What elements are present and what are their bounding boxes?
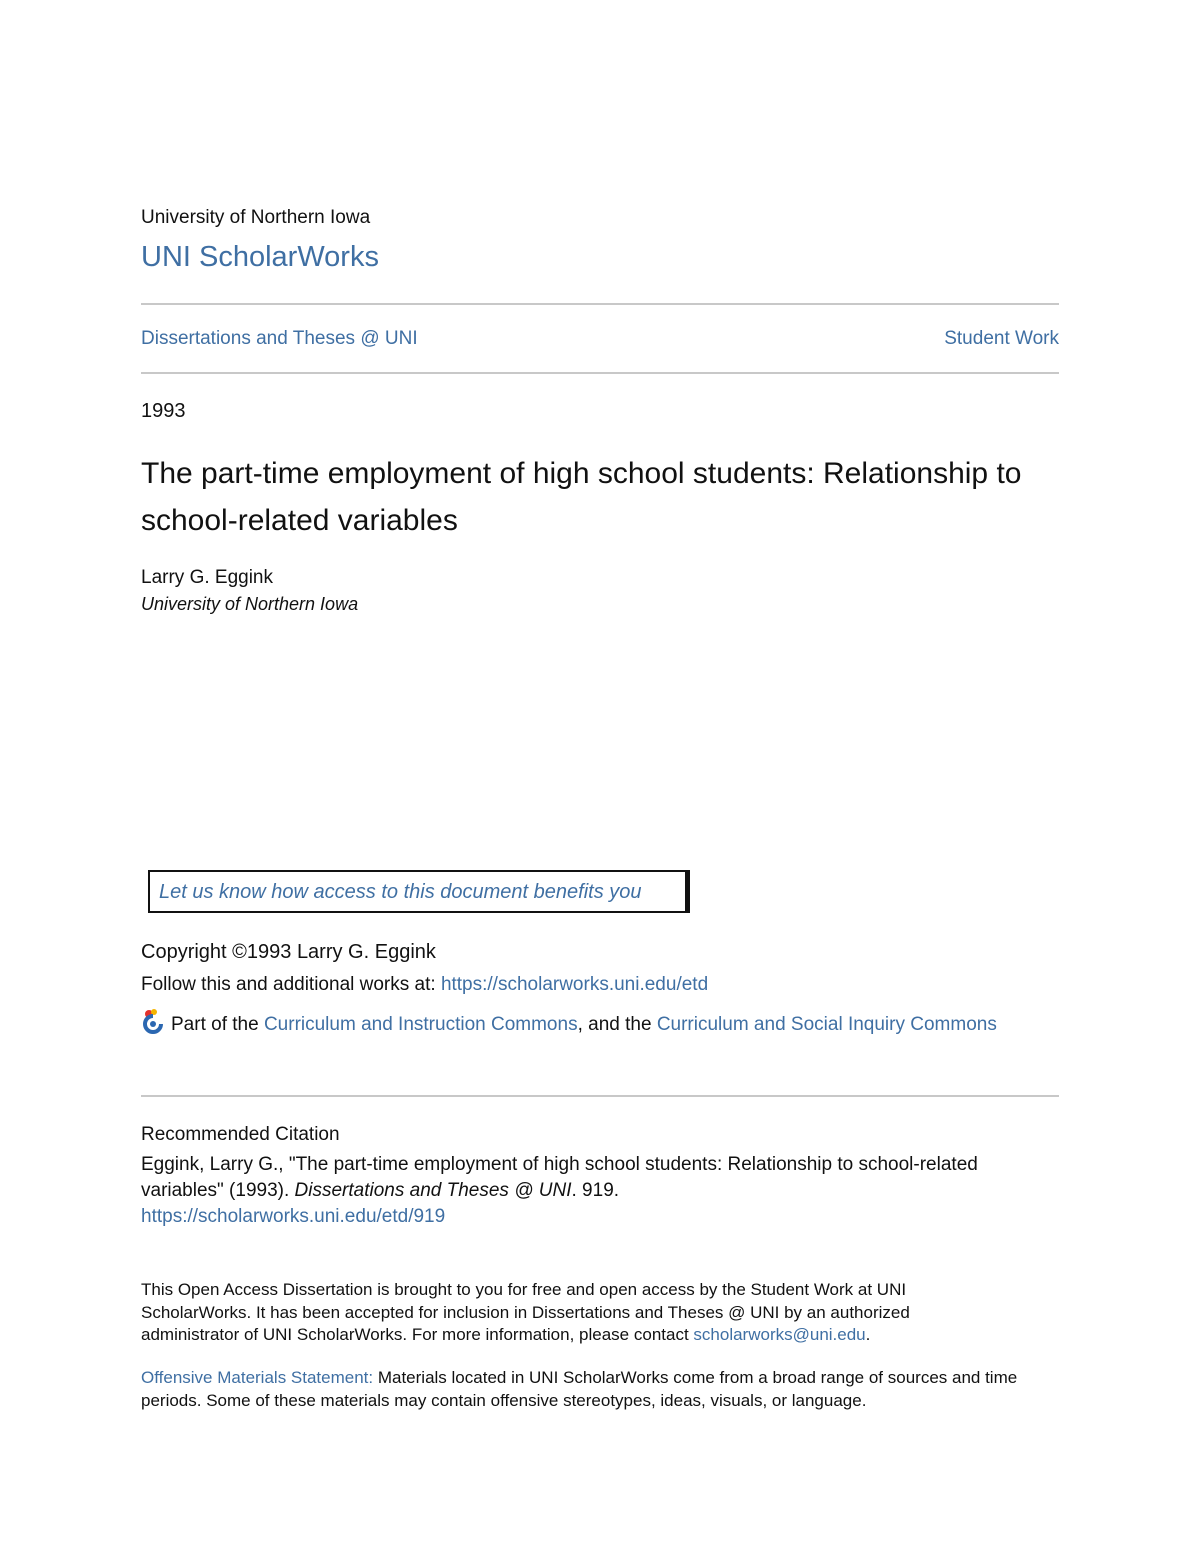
network-commons-icon	[141, 1008, 167, 1036]
notice-text: This Open Access Dissertation is brought to you for free and open access by the Student Work at UNI ScholarWorks. It has been accepted for inclusion in Dissertations and Theses @ UNI by an authorized administrator of UNI ScholarWorks. For more information, please contact	[141, 1280, 910, 1344]
citation-text: Eggink, Larry G., "The part-time employment of high school students: Relationship to school-related variables" (1993).	[141, 1154, 978, 1201]
divider	[141, 303, 1059, 305]
and-the-text: , and the	[577, 1014, 657, 1035]
repository-link[interactable]: UNI ScholarWorks	[141, 241, 379, 273]
statement-link[interactable]: Offensive Materials Statement:	[141, 1368, 374, 1387]
student-work-link[interactable]: Student Work	[944, 328, 1059, 349]
commons-line	[141, 1008, 997, 1036]
citation-body	[141, 1152, 1041, 1230]
divider	[141, 1095, 1059, 1097]
offensive-materials-statement	[141, 1367, 1041, 1412]
feedback-box[interactable]	[148, 870, 690, 913]
document-title: The part-time employment of high school students: Relationship to school-related variables	[141, 457, 1022, 537]
divider	[141, 372, 1059, 374]
citation-heading: Recommended Citation	[141, 1124, 340, 1145]
follow-prefix: Follow this and additional works at:	[141, 974, 441, 995]
part-of-prefix: Part of the	[171, 1014, 264, 1035]
institution-name: University of Northern Iowa	[141, 207, 371, 228]
citation-url-link[interactable]: https://scholarworks.uni.edu/etd/919	[141, 1206, 446, 1227]
series-link[interactable]: Dissertations and Theses @ UNI	[141, 328, 418, 349]
feedback-link[interactable]: Let us know how access to this document benefits you	[159, 881, 642, 903]
statement-text: Materials located in UNI ScholarWorks come from a broad range of sources and time periods. Some of these materials may contain offensive stereotypes, ideas, visuals, or language.	[141, 1368, 1018, 1410]
citation-series: Dissertations and Theses @ UNI	[294, 1180, 572, 1201]
collection-url-link[interactable]: https://scholarworks.uni.edu/etd	[440, 974, 709, 995]
author-affiliation: University of Northern Iowa	[141, 594, 359, 614]
commons-link-social-inquiry[interactable]: Curriculum and Social Inquiry Commons	[656, 1014, 997, 1035]
open-access-notice	[141, 1279, 961, 1347]
copyright-statement: Copyright ©1993 Larry G. Eggink	[141, 941, 436, 963]
commons-link-instruction[interactable]: Curriculum and Instruction Commons	[263, 1014, 578, 1035]
author-name: Larry G. Eggink	[141, 567, 273, 588]
notice-end: .	[865, 1325, 871, 1344]
contact-email-link[interactable]: scholarworks@uni.edu	[693, 1325, 866, 1344]
publication-year: 1993	[141, 400, 186, 422]
follow-line	[141, 974, 708, 996]
citation-number: . 919.	[571, 1180, 620, 1201]
